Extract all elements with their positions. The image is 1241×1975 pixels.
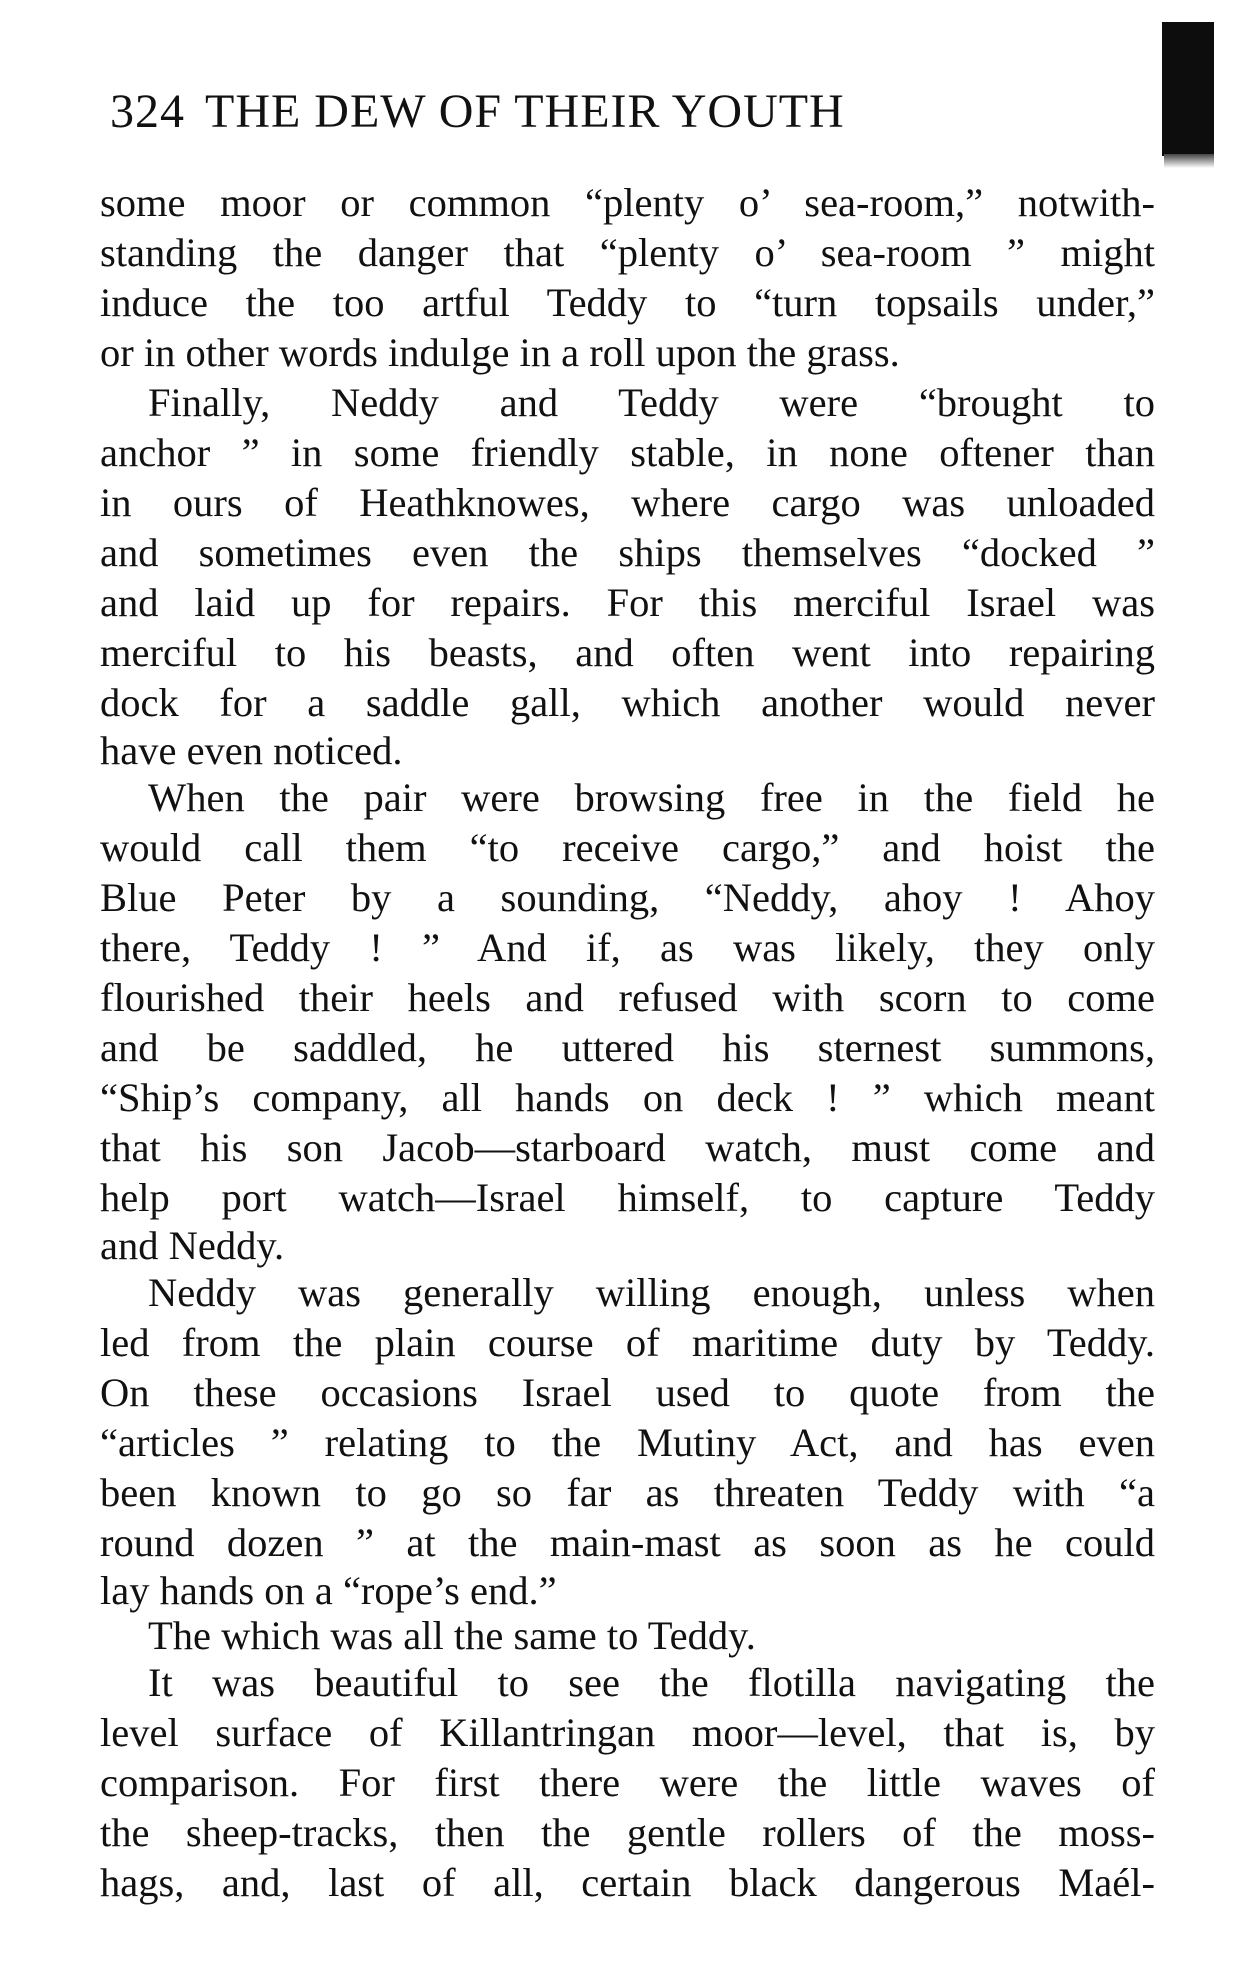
text-line: It was beautiful to see the flotilla navigating the [148,1660,1155,1705]
text-line: led from the plain course of maritime duty by Teddy. [100,1320,1155,1365]
text-line: and be saddled, he uttered his sternest summons, [100,1025,1155,1070]
text-line: been known to go so far as threaten Teddy with “a [100,1470,1155,1515]
text-line: merciful to his beasts, and often went into repairing [100,630,1155,675]
text-line: lay hands on a “rope’s end.” [100,1568,557,1613]
text-line: comparison. For first there were the little waves of [100,1760,1155,1805]
text-line: standing the danger that “plenty o’ sea-room ” might [100,230,1155,275]
body-text [100,178,1155,1908]
text-line: there, Teddy ! ” And if, as was likely, they only [100,925,1155,970]
text-line: that his son Jacob—starboard watch, must come and [100,1125,1155,1170]
text-line: “Ship’s company, all hands on deck ! ” which meant [100,1075,1155,1120]
text-line: and sometimes even the ships themselves “docked ” [100,530,1155,575]
text-line: or in other words indulge in a roll upon the grass. [100,330,900,375]
text-line: level surface of Killantringan moor—level, that is, by [100,1710,1155,1755]
text-line: hags, and, last of all, certain black dangerous Maél- [100,1860,1155,1905]
text-line: in ours of Heathknowes, where cargo was unloaded [100,480,1155,525]
text-line: “articles ” relating to the Mutiny Act, and has even [100,1420,1155,1465]
running-header [110,84,845,139]
text-line: anchor ” in some friendly stable, in none oftener than [100,430,1155,475]
scan-edge-mark [1162,22,1214,156]
text-line: and laid up for repairs. For this merciful Israel was [100,580,1155,625]
text-line: Finally, Neddy and Teddy were “brought to [148,380,1155,425]
text-line: Neddy was generally willing enough, unless when [148,1270,1155,1315]
text-line: round dozen ” at the main-mast as soon as he could [100,1520,1155,1565]
text-line: have even noticed. [100,728,403,773]
text-line: some moor or common “plenty o’ sea-room,” notwith- [100,180,1155,225]
page-number: 324 [110,85,185,138]
running-title: THE DEW OF THEIR YOUTH [205,85,845,138]
text-line: dock for a saddle gall, which another would never [100,680,1155,725]
text-line: When the pair were browsing free in the field he [148,775,1155,820]
text-line: induce the too artful Teddy to “turn topsails under,” [100,280,1155,325]
text-line: help port watch—Israel himself, to capture Teddy [100,1175,1155,1220]
text-line: On these occasions Israel used to quote from the [100,1370,1155,1415]
text-line: and Neddy. [100,1223,285,1268]
text-line: flourished their heels and refused with scorn to come [100,975,1155,1020]
text-line: the sheep-tracks, then the gentle rollers of the moss- [100,1810,1155,1855]
text-line: The which was all the same to Teddy. [148,1613,756,1658]
text-line: would call them “to receive cargo,” and hoist the [100,825,1155,870]
text-line: Blue Peter by a sounding, “Neddy, ahoy ! Ahoy [100,875,1155,920]
